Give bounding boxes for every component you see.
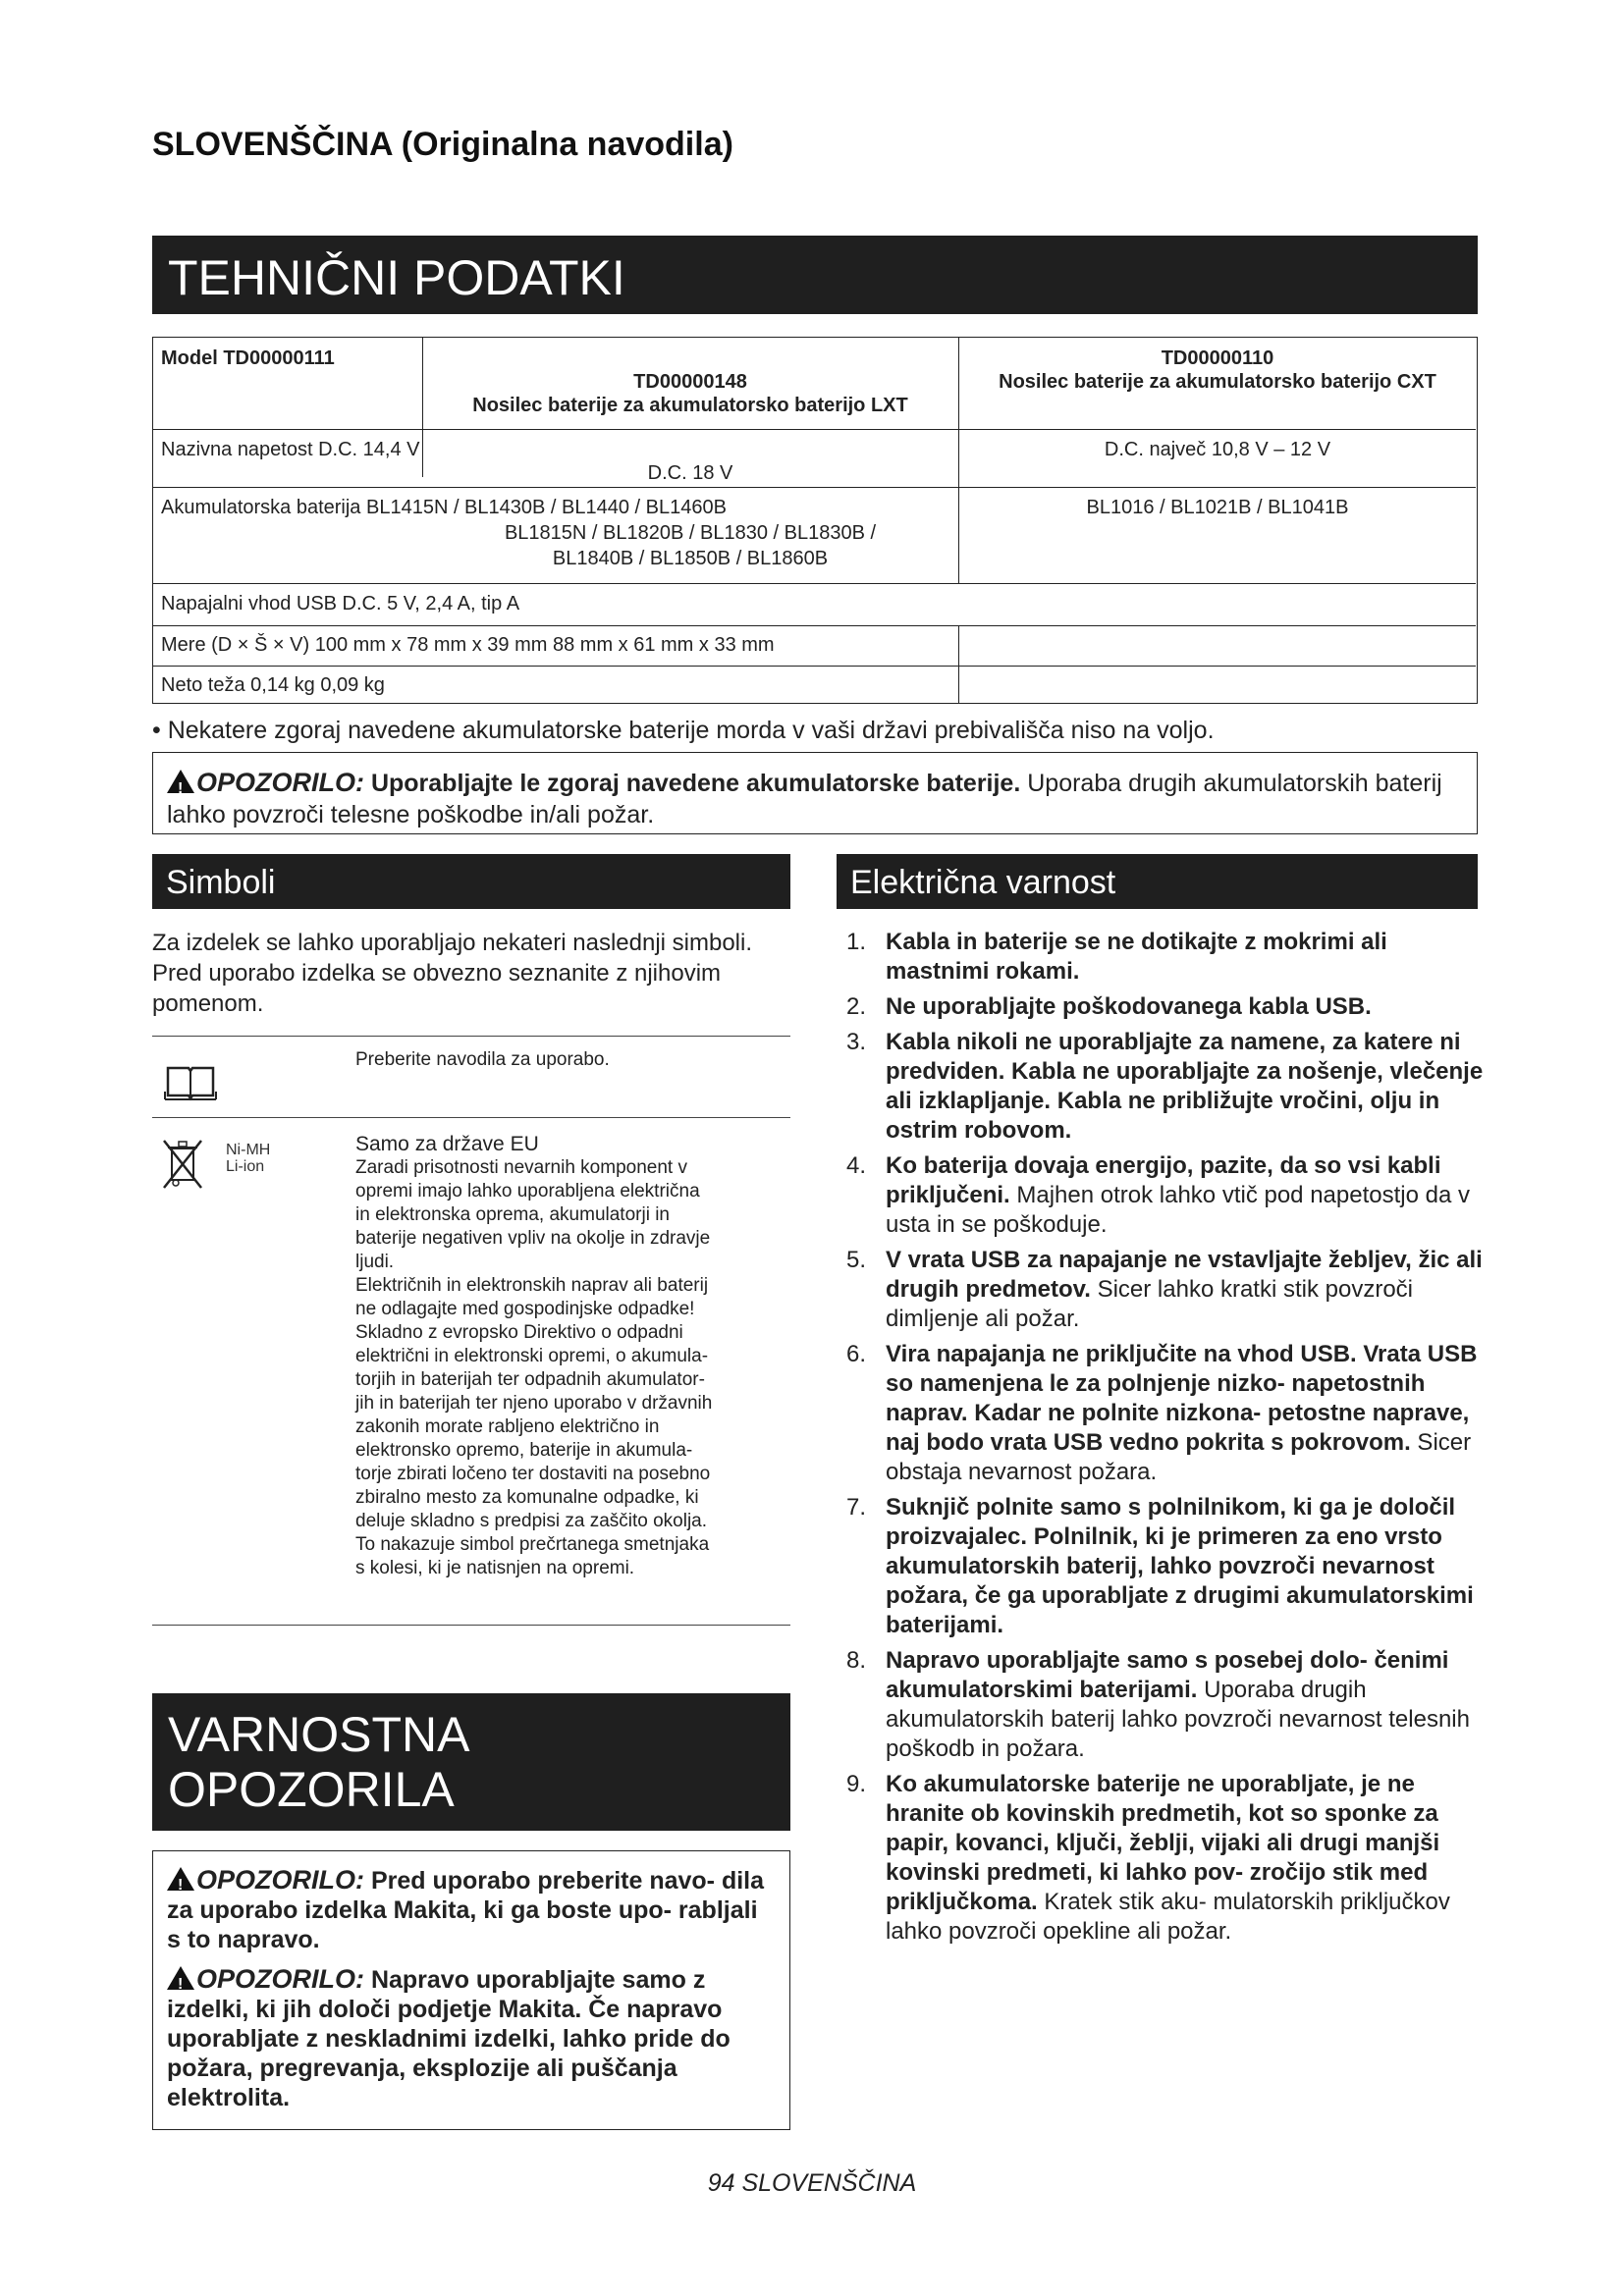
item-text: Uporaba drugih akumulatorskih baterij lahko povzroči nevarnost telesnih poškodb in požara. [886,1677,1470,1762]
warning-icon [167,770,194,793]
item-number: 6. [846,1341,867,1367]
eu-text-line: torjih in baterijah ter odpadnih akumulator- [355,1369,705,1390]
item-text: Kratek stik aku- mulatorskih priključkov lahko povzroči opekline ali požar. [886,1889,1450,1945]
page-title: SLOVENŠČINA (Originalna navodila) [152,126,733,163]
eu-text-line: zbiralno mesto za komunalne odpadke, ki [355,1487,699,1508]
eu-text-line: električni in elektronski opremi, o akumula- [355,1346,709,1366]
safety-title-line-1: VARNOSTNA [168,1707,470,1762]
list-item [846,1340,1494,1487]
electrical-safety-list [846,928,1494,1952]
divider [152,1036,790,1037]
item-number: 9. [846,1771,867,1797]
battery-line-3: BL1840B / BL1850B / BL1860B [552,548,829,569]
crossed-bin-icon [162,1137,205,1197]
model-label: Model TD00000111 [161,347,335,369]
book-icon [162,1062,219,1106]
list-item [846,1493,1494,1640]
divider [152,1625,790,1626]
eu-text-line: ne odlagajte med gospodinjske odpadke! [355,1299,695,1319]
item-number: 3. [846,1029,867,1055]
warning-box-makita [152,1850,790,2130]
item-number: 5. [846,1247,867,1273]
weight-label: Neto teža 0,14 kg 0,09 kg [161,674,385,696]
symbols-intro: Za izdelek se lahko uporabljajo nekateri naslednji simboli. Pred uporabo izdelka se obvezno seznanite z njihovim pomenom. [152,930,753,1017]
eu-text-line: zakonih morate rabljeno električno in [355,1416,660,1437]
item-text: Majhen otrok lahko vtič pod napetostjo da v usta in se poškoduje. [886,1182,1470,1238]
eu-text-line: ljudi. [355,1252,395,1272]
warning-text-1: Pred uporabo preberite navo- dila za uporabo izdelka Makita, ki ga boste upo- rabljali s to napravo. [167,1867,765,1953]
eu-text-line: To nakazuje simbol prečrtanega smetnjaka [355,1534,710,1555]
section-title-symbols: Simboli [152,854,790,909]
col2-model: TD00000148 [633,371,747,393]
nimh-label: Ni-MH [226,1142,271,1158]
spec-table [152,337,1478,704]
item-text: Sicer obstaja nevarnost požara. [886,1429,1472,1485]
col3-desc: Nosilec baterije za akumulatorsko baterijo CXT [999,371,1436,393]
liion-label: Li-ion [226,1158,265,1175]
voltage-col3: D.C. največ 10,8 V – 12 V [1104,439,1331,460]
item-bold-text: Ko akumulatorske baterije ne uporabljate, je ne hranite ob kovinskih predmetih, kot so sponke za papir, kovanci, ključi, žeblji, vijaki ali drugi manjši kovinski predmeti, ki lahko pov- zročijo stik med priključkoma. [886,1771,1440,1915]
item-number: 1. [846,929,867,955]
eu-text-line: s kolesi, ki je natisnjen na opremi. [355,1558,635,1578]
item-bold-text: Ne uporabljajte poškodovanega kabla USB. [886,993,1372,1020]
list-item [846,1770,1494,1947]
eu-text-line: Skladno z evropsko Direktivo o odpadni [355,1322,683,1343]
read-manual-text: Preberite navodila za uporabo. [355,1049,610,1070]
item-bold-text: Kabla in baterije se ne dotikajte z mokrimi ali mastnimi rokami. [886,929,1387,985]
item-bold-text: Ko baterija dovaja energijo, pazite, da so vsi kabli priključeni. [886,1152,1441,1208]
eu-text-line: in elektronska oprema, akumulatorji in [355,1204,670,1225]
warning-label: OPOZORILO: [196,1964,364,1994]
safety-title-line-2: OPOZORILA [168,1762,455,1817]
item-bold-text: Suknjič polnite samo s polnilnikom, ki ga je določil proizvajalec. Polnilnik, ki je primeren za eno vrsto akumulatorskih baterij, lahko povzroči nevarnost požara, če ga uporabljate z drugimi akumulatorskimi baterijami. [886,1494,1474,1638]
section-title-electrical: Električna varnost [837,854,1478,909]
eu-text-line: opremi imajo lahko uporabljena električna [355,1181,700,1201]
item-number: 2. [846,993,867,1020]
item-bold-text: V vrata USB za napajanje ne vstavljajte žebljev, žic ali drugih predmetov. [886,1247,1483,1303]
col2-desc: Nosilec baterije za akumulatorsko baterijo LXT [472,395,908,416]
voltage-label: Nazivna napetost D.C. 14,4 V [161,439,420,460]
item-number: 7. [846,1494,867,1521]
battery-types [226,1142,270,1175]
item-bold-text: Napravo uporabljajte samo s posebej dolo- čenimi akumulatorskimi baterijami. [886,1647,1449,1703]
list-item [846,992,1494,1022]
item-number: 8. [846,1647,867,1674]
item-text: Sicer lahko kratki stik povzroči dimljenje ali požar. [886,1276,1414,1332]
col3-model: TD00000110 [1161,347,1274,369]
eu-text-line: torje zbirati ločeno ter dostaviti na posebno [355,1464,711,1484]
eu-text-line: baterije negativen vpliv na okolje in zdravje [355,1228,711,1249]
warning-label: OPOZORILO: [196,1865,364,1895]
eu-text-line: Zaradi prisotnosti nevarnih komponent v [355,1157,687,1178]
eu-text-line: deluje skladno s predpisi za zaščito okolja. [355,1511,708,1531]
list-item [846,1028,1494,1146]
battery-label: Akumulatorska baterija BL1415N / BL1430B / BL1440 / BL1460B [161,497,727,518]
warning-bold: Uporabljajte le zgoraj navedene akumulatorske baterije. [364,770,1021,797]
usb-label: Napajalni vhod USB D.C. 5 V, 2,4 A, tip A [161,593,520,614]
item-number: 4. [846,1152,867,1179]
item-bold-text: Kabla nikoli ne uporabljajte za namene, za katere ni predviden. Kabla ne uporabljajte za nošenje, vlečenje ali izklapljanje. Kabla ne približujte vročini, olju in ostrim robovom. [886,1029,1484,1144]
warning-text-2: Napravo uporabljajte samo z izdelki, ki jih določi podjetje Makita. Če napravo uporabljate z neskladnimi izdelki, lahko pride do požara, pregrevanja, eksplozije ali puščanja elektrolita. [167,1966,731,2111]
warning-rest: Uporaba drugih akumulatorskih baterij lahko povzroči telesne poškodbe in/ali požar. [167,770,1442,828]
list-item [846,1151,1494,1240]
list-item [846,1646,1494,1764]
warning-box-batteries [152,752,1478,834]
eu-text-line: Električnih in elektronskih naprav ali baterij [355,1275,709,1296]
eu-disposal-text [355,1133,787,1580]
warning-icon [167,1867,194,1891]
list-item [846,928,1494,987]
section-title-safety [152,1693,790,1831]
availability-note: • Nekatere zgoraj navedene akumulatorske baterije morda v vaši državi prebivališča niso na voljo. [152,717,1215,744]
warning-icon [167,1966,194,1990]
eu-text-line: jih in baterijah ter njeno uporabo v državnih [355,1393,713,1414]
list-item [846,1246,1494,1334]
dims-label: Mere (D × Š × V) 100 mm x 78 mm x 39 mm 88 mm x 61 mm x 33 mm [161,634,775,656]
voltage-col2: D.C. 18 V [647,462,733,484]
eu-text-line: Samo za države EU [355,1133,539,1155]
battery-line-2: BL1815N / BL1820B / BL1830 / BL1830B / [504,522,877,544]
item-bold-text: Vira napajanja ne priključite na vhod USB. Vrata USB so namenjena le za polnjenje nizko- napetostnih naprav. Kadar ne polnite nizkona- petostne naprave, naj bodo vrata USB vedno pokrita s pokrovom. [886,1341,1478,1456]
eu-text-line: elektronsko opremo, baterije in akumula- [355,1440,693,1461]
battery-col3: BL1016 / BL1021B / BL1041B [1086,497,1349,518]
section-title-specs: TEHNIČNI PODATKI [152,236,1478,314]
page-footer: 94 SLOVENŠČINA [707,2169,917,2197]
warning-label: OPOZORILO: [196,768,364,797]
divider [152,1117,790,1118]
